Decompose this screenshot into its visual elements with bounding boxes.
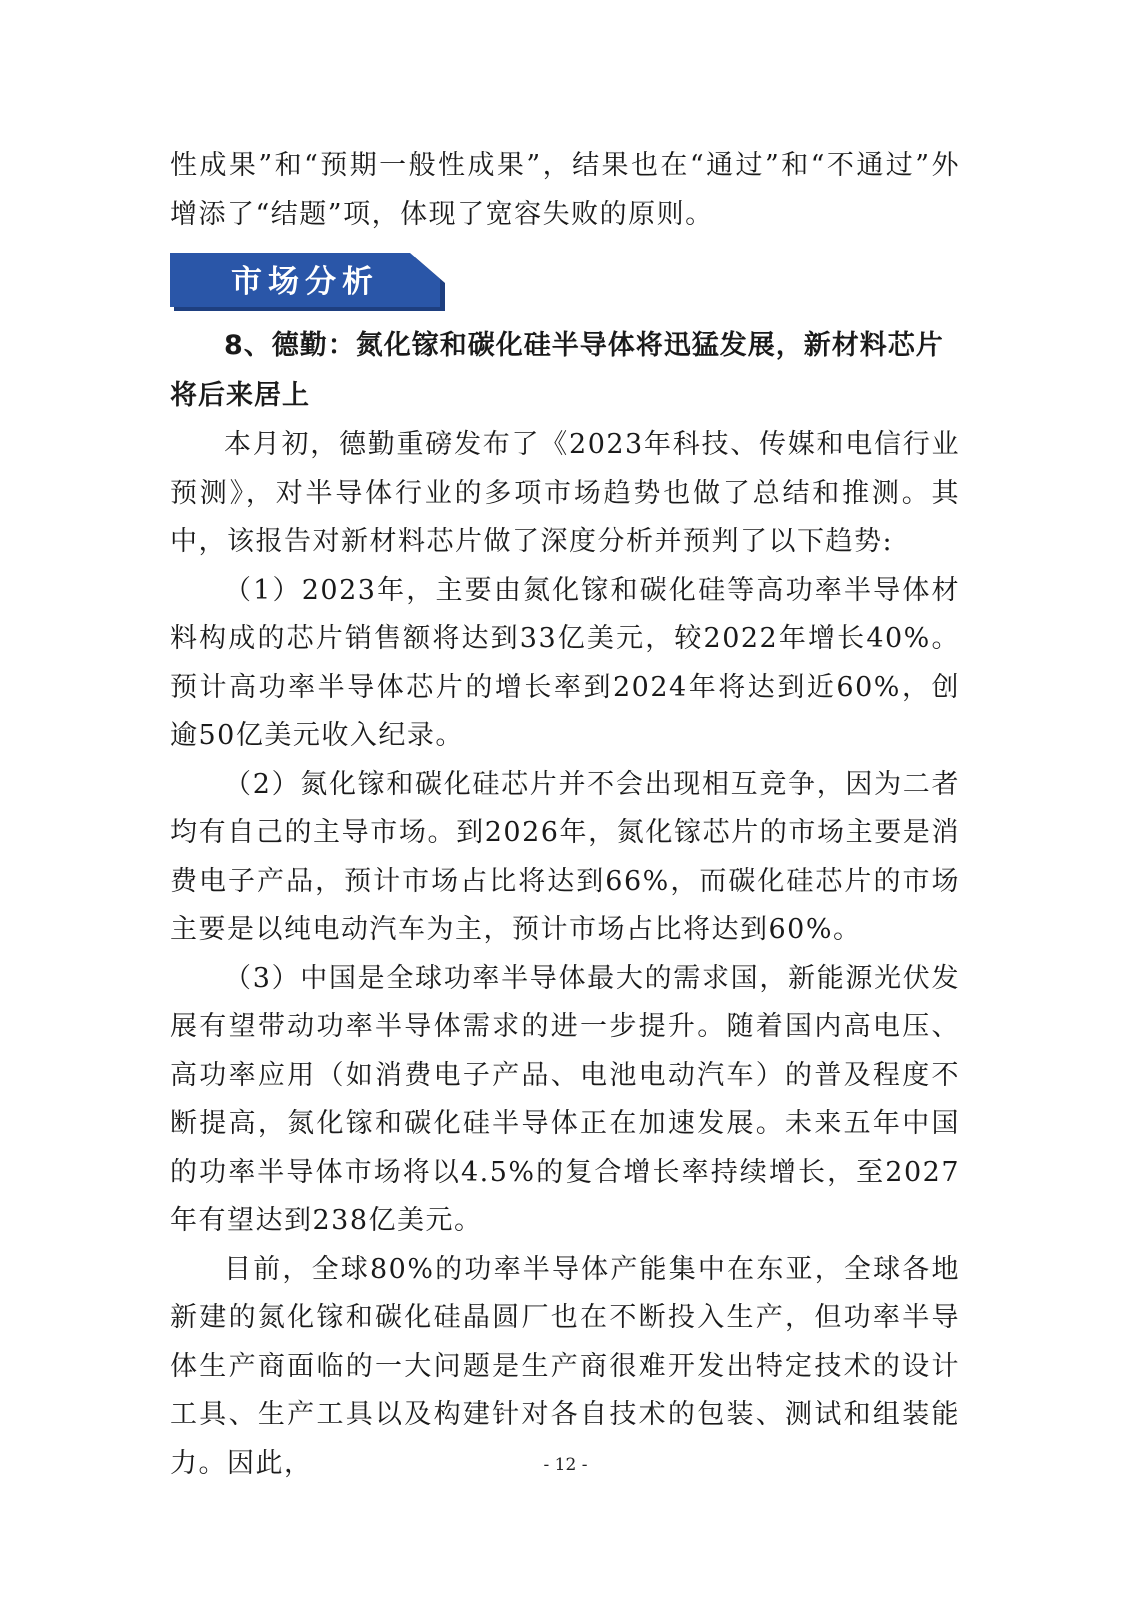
article-paragraph-5: 目前，全球80%的功率半导体产能集中在东亚，全球各地新建的氮化镓和碳化硅晶圆厂也在不断投入生产，但功率半导体生产商面临的一大问题是生产商很难开发出特定技术的设计工具、生产工具以及构建针对各自技术的包装、测试和组装能力。因此，: [170, 1253, 960, 1479]
article-paragraph-4: （3）中国是全球功率半导体最大的需求国，新能源光伏发展有望带动功率半导体需求的进一步提升。随着国内高电压、高功率应用（如消费电子产品、电池电动汽车）的普及程度不断提高，氮化镓和碳化硅半导体正在加速发展。未来五年中国的功率半导体市场将以4.5%的复合增长率持续增长，至2027年有望达到238亿美元。: [170, 962, 960, 1236]
article-paragraph-2: （1）2023年，主要由氮化镓和碳化硅等高功率半导体材料构成的芯片销售额将达到33亿美元，较2022年增长40%。预计高功率半导体芯片的增长率到2024年将达到近60%，创逾50亿美元收入纪录。: [170, 574, 960, 751]
intro-paragraph: 性成果”和“预期一般性成果”，结果也在“通过”和“不通过”外增添了“结题”项，体现了宽容失败的原则。: [170, 150, 960, 230]
section-banner-title: 市场分析: [231, 264, 379, 300]
article-paragraph-3: （2）氮化镓和碳化硅芯片并不会出现相互竞争，因为二者均有自己的主导市场。到2026年，氮化镓芯片的市场主要是消费电子产品，预计市场占比将达到66%，而碳化硅芯片的市场主要是以纯电动汽车为主，预计市场占比将达到60%。: [170, 768, 960, 945]
page-number: - 12 -: [543, 1455, 588, 1475]
page-content: [170, 142, 960, 1488]
article-paragraph-1: 本月初，德勤重磅发布了《2023年科技、传媒和电信行业预测》，对半导体行业的多项市场趋势也做了总结和推测。其中，该报告对新材料芯片做了深度分析并预判了以下趋势:: [170, 429, 960, 557]
section-banner: [170, 253, 445, 311]
article-heading: 8、德勤：氮化镓和碳化硅半导体将迅猛发展，新材料芯片将后来居上: [170, 330, 944, 411]
